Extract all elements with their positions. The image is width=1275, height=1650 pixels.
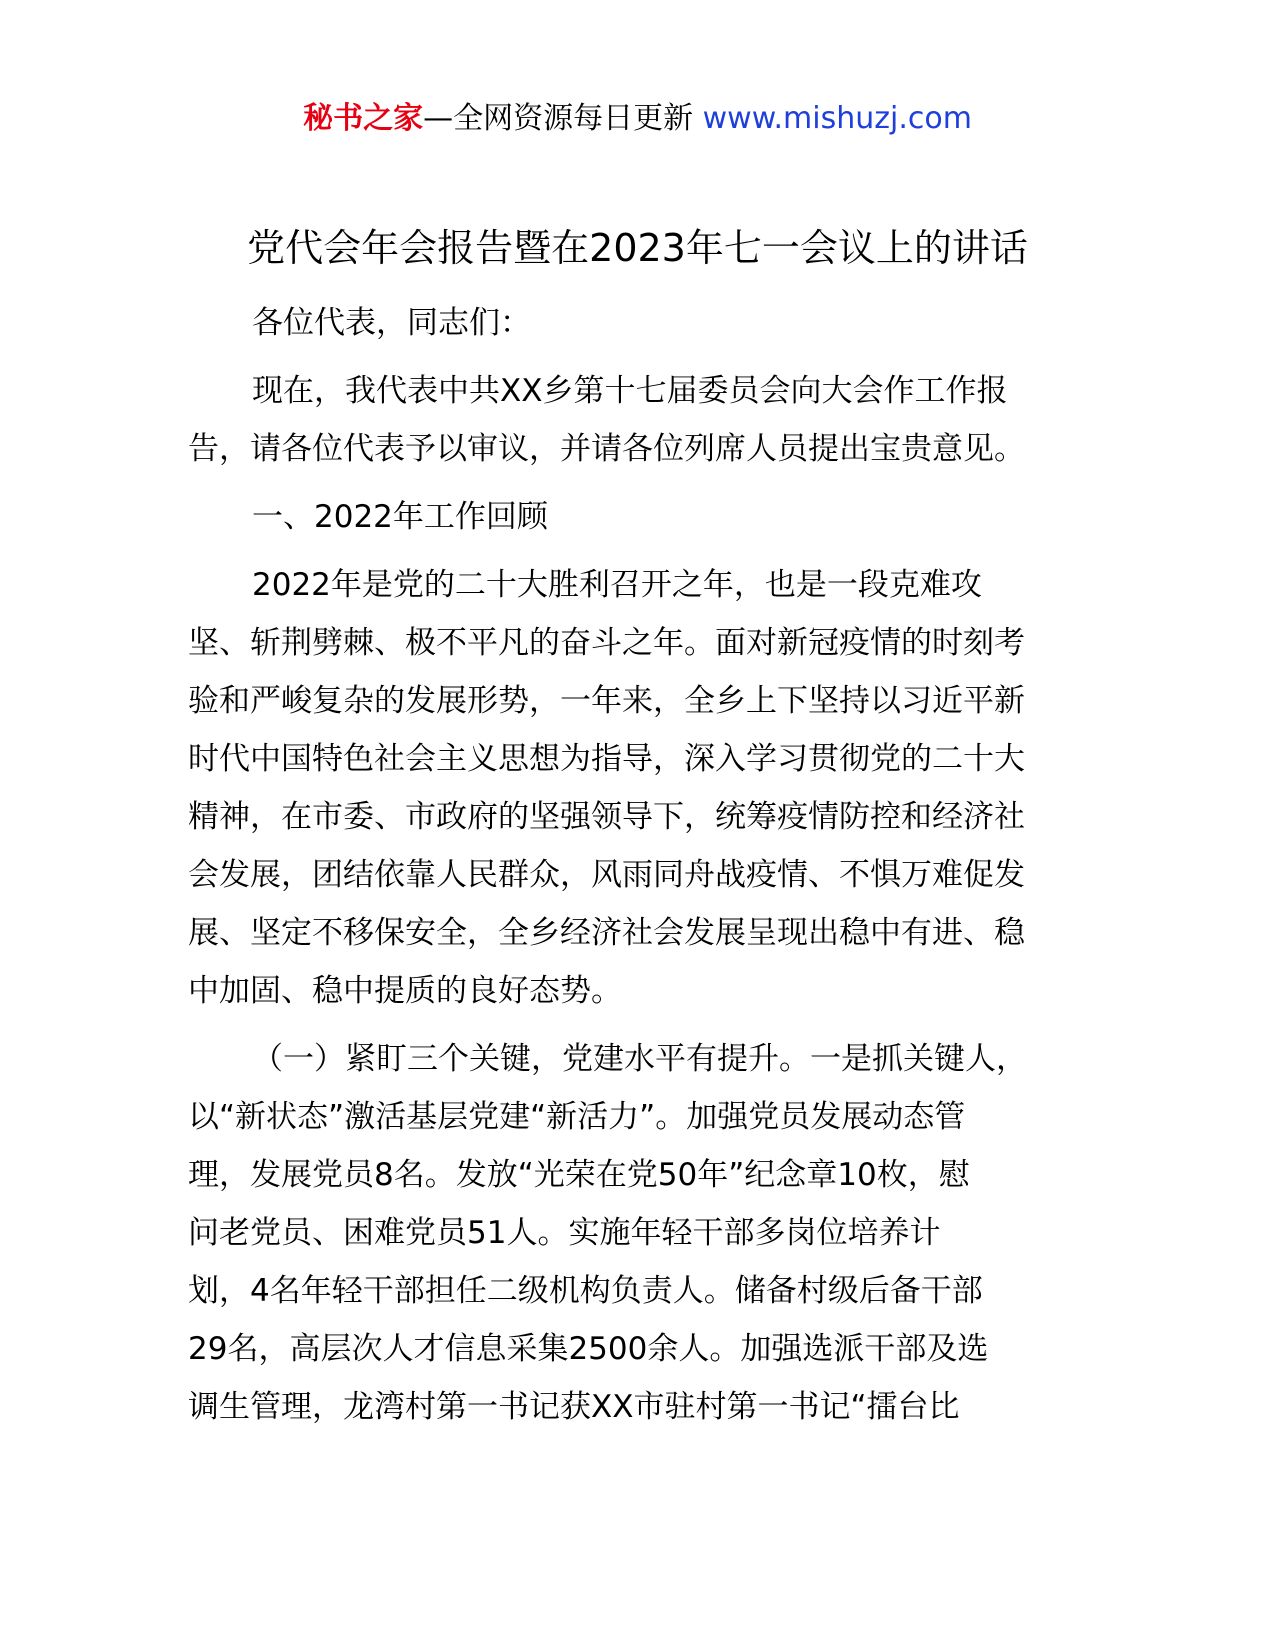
header-tagline: —全网资源每日更新 [423,101,703,136]
site-url-link[interactable]: www.mishuzj.com [702,101,972,136]
paragraph-line: 会发展，团结依靠人民群众，风雨同舟战疫情、不惧万难促发 [188,857,1025,893]
paragraph-line: 展、坚定不移保安全，全乡经济社会发展呈现出稳中有进、稳 [188,915,1025,951]
section-heading: 一、2022年工作回顾 [252,499,548,535]
document-body [188,294,1088,1436]
paragraph-line: 2022年是党的二十大胜利召开之年，也是一段克难攻 [252,567,982,603]
paragraph-line: （一）紧盯三个关键，党建水平有提升。一是抓关键人， [252,1041,1027,1077]
paragraph-line: 29名，高层次人才信息采集2500余人。加强选派干部及选 [188,1331,989,1367]
paragraph-line: 验和严峻复杂的发展形势，一年来，全乡上下坚持以习近平新 [188,683,1025,719]
paragraph-line: 告，请各位代表予以审议，并请各位列席人员提出宝贵意见。 [188,431,1025,467]
paragraph-line: 中加固、稳中提质的良好态势。 [188,973,622,1009]
paragraph-line: 坚、斩荆劈棘、极不平凡的奋斗之年。面对新冠疫情的时刻考 [188,625,1025,661]
paragraph-line: 现在，我代表中共XX乡第十七届委员会向大会作工作报 [252,373,1008,409]
paragraph-line: 以“新状态”激活基层党建“新活力”。加强党员发展动态管 [188,1099,966,1135]
site-header [0,96,1275,142]
paragraph-line: 时代中国特色社会主义思想为指导，深入学习贯彻党的二十大 [188,741,1025,777]
paragraph-line: 问老党员、困难党员51人。实施年轻干部多岗位培养计 [188,1215,941,1251]
paragraph-line: 精神，在市委、市政府的坚强领导下，统筹疫情防控和经济社 [188,799,1025,835]
salutation: 各位代表，同志们： [252,305,531,341]
paragraph-line: 理，发展党员8名。发放“光荣在党50年”纪念章10枚，慰 [188,1157,970,1193]
document-title: 党代会年会报告暨在2023年七一会议上的讲话 [247,226,1028,270]
paragraph-line: 调生管理，龙湾村第一书记获XX市驻村第一书记“擂台比 [188,1389,960,1425]
paragraph-line: 划，4名年轻干部担任二级机构负责人。储备村级后备干部 [188,1273,983,1309]
brand-name: 秘书之家 [303,101,424,136]
